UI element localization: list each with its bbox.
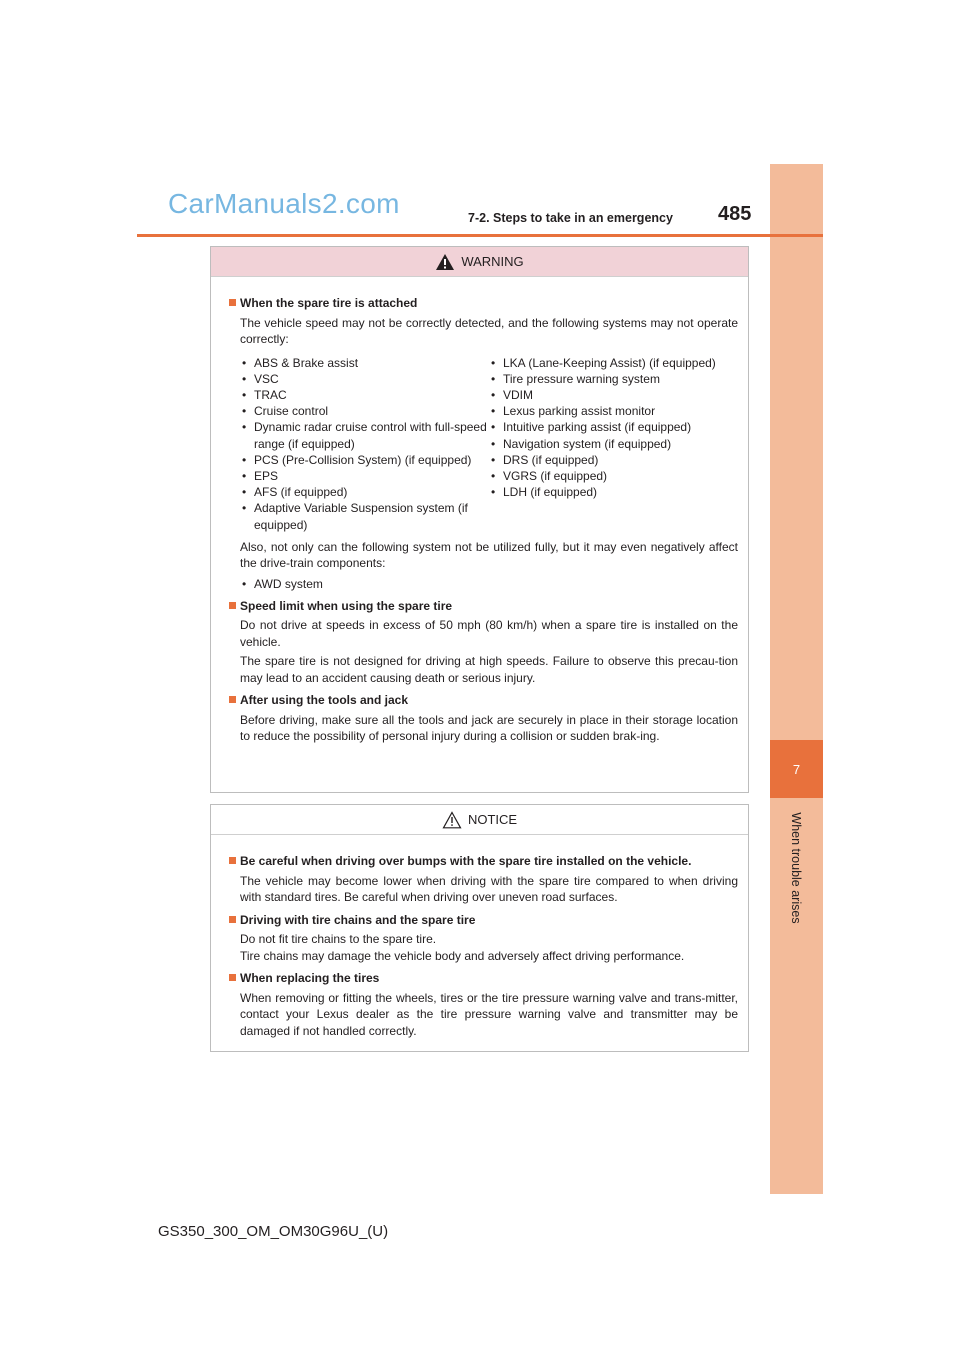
warning-paragraph: Before driving, make sure all the tools and jack are securely in place in their storage location to reduce the possibility of personal injury during a collision or sudden brak-ing. — [240, 712, 738, 744]
warning-heading-speed-limit: Speed limit when using the spare tire — [229, 598, 738, 615]
list-item: • LKA (Lane-Keeping Assist) (if equipped) — [489, 355, 738, 371]
square-bullet-icon — [229, 602, 236, 609]
list-item: • DRS (if equipped) — [489, 452, 738, 468]
list-item: • Cruise control — [240, 403, 489, 419]
systems-column-left — [240, 355, 489, 533]
list-item: • PCS (Pre-Collision System) (if equipped) — [240, 452, 489, 468]
warning-paragraph: Also, not only can the following system not be utilized fully, but it may even negatively affect the drive-train components: — [240, 539, 738, 571]
list-item: • VSC — [240, 371, 489, 387]
warning-box — [210, 246, 749, 793]
warning-triangle-icon — [435, 253, 455, 271]
warning-heading-spare-attached: When the spare tire is attached — [229, 295, 738, 312]
notice-title: NOTICE — [467, 812, 518, 827]
list-item: • Adaptive Variable Suspension system (if equipped) — [240, 500, 489, 532]
warning-paragraph: The spare tire is not designed for driving at high speeds. Failure to observe this precau-tion may lead to an accident causing death or serious injury. — [240, 654, 738, 685]
list-item: • Lexus parking assist monitor — [489, 403, 738, 419]
square-bullet-icon — [229, 916, 236, 923]
list-item: • AWD system — [229, 576, 738, 592]
list-item: • TRAC — [240, 387, 489, 403]
affected-systems-list — [229, 355, 738, 533]
watermark-logo[interactable]: CarManuals2.com — [168, 188, 400, 219]
square-bullet-icon — [229, 857, 236, 864]
notice-heading-tire-chains: Driving with tire chains and the spare tire — [229, 912, 738, 929]
list-item: • EPS — [240, 468, 489, 484]
warning-title: WARNING — [461, 254, 524, 269]
warning-heading-tools-jack: After using the tools and jack — [229, 692, 738, 709]
chapter-side-tab — [770, 164, 823, 1194]
notice-paragraph: Do not fit tire chains to the spare tire. — [240, 932, 437, 946]
notice-paragraph: Tire chains may damage the vehicle body and adversely affect driving performance. — [240, 948, 685, 963]
list-item: • Navigation system (if equipped) — [489, 436, 738, 452]
list-item: • VDIM — [489, 387, 738, 403]
notice-heading-replacing-tires: When replacing the tires — [229, 970, 738, 987]
warning-header — [211, 247, 748, 277]
page-number: 485 — [718, 203, 752, 225]
list-item: • LDH (if equipped) — [489, 484, 738, 500]
section-title: 7-2. Steps to take in an emergency — [468, 211, 673, 225]
warning-paragraph: The vehicle speed may not be correctly detected, and the following systems may not operate correctly: — [240, 315, 738, 346]
warning-paragraph: Do not drive at speeds in excess of 50 mph (80 km/h) when a spare tire is installed on the vehicle. — [240, 618, 738, 649]
notice-box — [210, 804, 749, 1052]
caution-triangle-icon — [442, 811, 462, 829]
chapter-label: When trouble arises — [789, 812, 803, 924]
square-bullet-icon — [229, 974, 236, 981]
list-item: • Dynamic radar cruise control with full-speed range (if equipped) — [240, 419, 489, 451]
list-item: • AFS (if equipped) — [240, 484, 489, 500]
chapter-number: 7 — [770, 740, 823, 798]
square-bullet-icon — [229, 299, 236, 306]
list-item: • Tire pressure warning system — [489, 371, 738, 387]
systems-column-right — [489, 355, 738, 533]
document-code: GS350_300_OM_OM30G96U_(U) — [158, 1223, 389, 1240]
notice-paragraph: The vehicle may become lower when driving with the spare tire compared to when driving with standard tires. Be careful when driving over uneven road surfaces. — [240, 873, 738, 904]
list-item: • VGRS (if equipped) — [489, 468, 738, 484]
notice-header — [211, 805, 748, 835]
notice-heading-bumps: Be careful when driving over bumps with the spare tire installed on the vehicle. — [229, 853, 738, 870]
square-bullet-icon — [229, 696, 236, 703]
notice-paragraph: When removing or fitting the wheels, tires or the tire pressure warning valve and trans-mitter, contact your Lexus dealer as the tire pressure warning valve and transmitter may be damaged if not handled correctly. — [240, 990, 738, 1038]
header-rule — [137, 234, 823, 237]
list-item: • Intuitive parking assist (if equipped) — [489, 419, 738, 435]
list-item: • ABS & Brake assist — [240, 355, 489, 371]
